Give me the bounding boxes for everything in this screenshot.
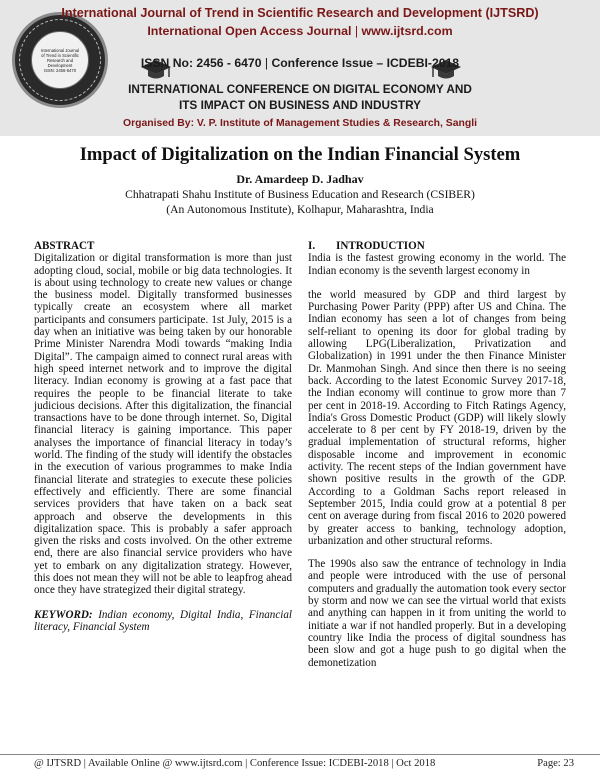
issn-line (0, 56, 600, 70)
paper-title: Impact of Digitalization on the Indian Financial System (79, 144, 521, 165)
intro-paragraph-1: India is the fastest growing economy in the world. The Indian economy is the seventh largest economy in (308, 252, 566, 277)
page-footer (34, 758, 574, 769)
issn: ISSN No: 2456 - 6470 (140, 56, 262, 70)
paper-author: Dr. Amardeep D. Jadhav (236, 172, 364, 186)
conference-title-2: ITS IMPACT ON BUSINESS AND INDUSTRY (178, 98, 422, 112)
footer-divider (0, 754, 600, 755)
seal-text-2: of Trend in Scientific (41, 52, 79, 58)
seal-text-4: Development (47, 62, 73, 68)
conference-title-1: INTERNATIONAL CONFERENCE ON DIGITAL ECONOMY AND (128, 82, 472, 96)
separator: | (264, 56, 269, 70)
affiliation-line-1: Chhatrapati Shahu Institute of Business Education and Research (CSIBER) (125, 188, 475, 201)
right-column (308, 240, 566, 681)
intro-paragraph-2: the world measured by GDP and third largest by Purchasing Power Parity (PPP) after US and China. The Indian economy has seen a lot of changes from being self-reliant to opening its door for global trading by allowing LPG(Liberalization, Privatization and Globalization) in 1991 under the then Finance Minister Dr. Manmohan Singh. And since then there is no seeing back. According to the latest Economic Survey 2017-18, the Indian economy will continue to grow more than 7 per cent in 2018-19. According to Fitch Ratings Agency, India's Gross Domestic Product (GDP) will likely slowly accelerate to 8 per cent by FY 2018-19, driven by the gradual implementation of structural reforms, higher disposable income and improvement in economic activity. The recent steps of the Indian government have shown positive results in the growth of the GDP. According to a Goldman Sachs report released in September 2015, India could grow at a potential 8 per cent on average during from fiscal 2016 to 2020 powered by greater access to banking, technology adoption, urbanization and other structural reforms. (308, 288, 566, 547)
introduction-heading (308, 240, 566, 252)
journal-sub: International Open Access Journal (147, 24, 352, 38)
journal-subtitle-line (0, 24, 600, 38)
seal-text-5: ISSN: 2456-6470 (43, 67, 77, 73)
section-number: I. (308, 240, 316, 252)
conference-issue: Conference Issue – ICDEBI-2018 (271, 56, 460, 70)
journal-header (0, 0, 600, 136)
intro-paragraph-3: The 1990s also saw the entrance of technology in India and people were introduced with the use of personal computers and gradually the automation took every sector by storm and now we can see the virtual world that exists and anything can happen in it from uniting the world to initiate a war if not handled properly. But in a developing country like India the process of digital soundness has been slow and got a huge push to go digital when the demonetization (308, 558, 566, 669)
organised-by: Organised By: V. P. Institute of Management Studies & Research, Sangli (123, 118, 477, 129)
separator: | (354, 24, 359, 38)
journal-name: International Journal of Trend in Scientific Research and Development (IJTSRD) (61, 6, 539, 20)
seal-text-3: Research and (46, 57, 74, 63)
abstract-heading: ABSTRACT (34, 240, 95, 252)
footer-info: @ IJTSRD | Available Online @ www.ijtsrd.com | Conference Issue: ICDEBI-2018 | Oct 2018 (34, 758, 436, 769)
affiliation-line-2: (An Autonomous Institute), Kolhapur, Maharashtra, India (166, 203, 434, 216)
journal-url[interactable]: www.ijtsrd.com (361, 24, 453, 38)
section-title: INTRODUCTION (336, 240, 425, 252)
abstract-text: Digitalization or digital transformation is more than just adopting cloud, social, mobile or big data technologies. It is about using technology to create new values or change the business model. Digitally transformed businesses typically create an ecosystem where all market participants and consumers participate. 1st July, 2015 is a day when an initiative was being taken by our honorable Prime Minister Narendra Modi towards “making India Digital”. The campaign aimed to connect rural areas with high speed internet network and to improve the digital literacy. Indian economy is growing at a fast pace that requires the people to be financial literate to take judicious decisions. After this digitalization, the financial transactions have to be done through internet. So, Digital financial literacy is gaining importance. This paper analyses the importance of financial literacy in today’s world. The finding of the study will identify the obstacles in the execution of various programmes to make India financial literate and strategies to execute these policies effectively and efficiently. There are some financial services providers that have taken on a back seat approach and observe the developments in this digitalization space. This is probably a safer approach given the risks and costs involved. On the other extreme end, there are also financial service providers who have yet to embark on any digitalization strategy. However, this does not mean they will not be able to leapfrog ahead once they have strategized their digital strategy. (34, 252, 292, 597)
keywords (34, 609, 292, 634)
page-number: Page: 23 (537, 758, 574, 769)
keyword-list: Indian economy, Digital India, Financial literacy, Financial System (34, 608, 292, 633)
left-column (34, 240, 292, 633)
keyword-label: KEYWORD: (34, 608, 93, 621)
seal-text-1: International Journal (41, 47, 79, 53)
